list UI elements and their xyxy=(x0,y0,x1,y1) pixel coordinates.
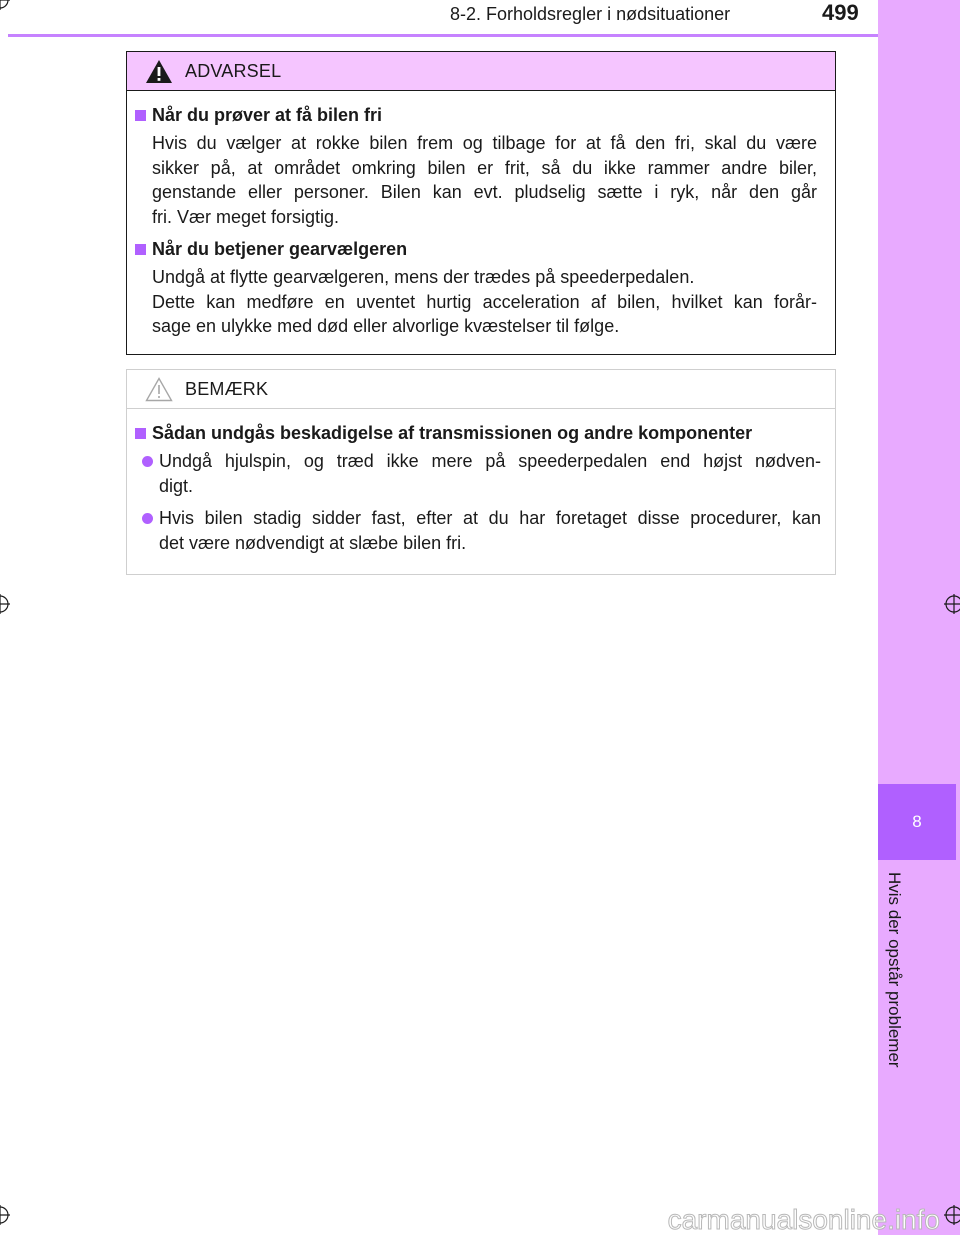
section-heading-text: Når du betjener gearvælgeren xyxy=(152,239,408,259)
text-line: Undgå hjulspin, og træd ikke mere på speederpedalen end højst nødven- xyxy=(159,451,821,471)
text-line: Dette kan medføre en uventet hurtig acceleration af bilen, hvilket kan forår- xyxy=(152,291,817,312)
chapter-title-vertical xyxy=(878,872,910,1102)
crop-mark-icon xyxy=(0,1205,10,1225)
list-item xyxy=(142,449,821,498)
warning-section-heading xyxy=(135,105,821,126)
notice-title: BEMÆRK xyxy=(185,378,269,399)
notice-header xyxy=(127,370,835,409)
chapter-number: 8 xyxy=(912,812,922,831)
warning-paragraph xyxy=(152,265,817,339)
circle-bullet-icon xyxy=(142,456,153,467)
warning-title: ADVARSEL xyxy=(185,60,282,81)
warning-box xyxy=(126,51,836,355)
square-bullet-icon xyxy=(135,110,146,121)
section-title: 8-2. Forholdsregler i nødsituationer xyxy=(450,4,731,24)
page-number: 499 xyxy=(822,0,859,25)
text-line: genstande eller personer. Bilen kan evt. pludselig sætte i ryk, når den går xyxy=(152,182,817,202)
chapter-number-tab xyxy=(878,784,956,860)
list-item-text xyxy=(159,449,821,498)
crop-mark-icon xyxy=(0,594,10,614)
text-line: det være nødvendigt at slæbe bilen fri. xyxy=(159,532,467,553)
warning-triangle-icon xyxy=(145,59,173,84)
text-line: fri. Vær meget forsigtig. xyxy=(152,206,340,227)
square-bullet-icon xyxy=(135,244,146,255)
crop-mark-icon xyxy=(0,0,10,10)
chapter-title: Hvis der opstår problemer xyxy=(885,872,904,1068)
warning-paragraph xyxy=(152,131,817,229)
text-line: sikker på, at området omkring bilen er frit, så du ikke rammer andre biler, xyxy=(152,157,817,178)
header-divider xyxy=(8,34,878,37)
notice-body xyxy=(127,409,835,555)
text-line: Hvis du vælger at rokke bilen frem og tilbage for at få den fri, skal du være xyxy=(152,133,817,153)
circle-bullet-icon xyxy=(142,513,153,524)
notice-triangle-icon xyxy=(145,377,173,402)
warning-section-heading xyxy=(135,239,821,260)
watermark xyxy=(548,1200,948,1240)
warning-header xyxy=(127,52,835,91)
section-heading-text: Sådan undgås beskadigelse af transmissionen og andre komponenter xyxy=(152,423,753,443)
notice-box xyxy=(126,369,836,575)
text-line: Hvis bilen stadig sidder fast, efter at du har foretaget disse procedurer, kan xyxy=(159,508,821,528)
section-heading-text: Når du prøver at få bilen fri xyxy=(152,105,383,125)
text-line: Undgå at flytte gearvælgeren, mens der trædes på speederpedalen. xyxy=(152,267,695,287)
text-line: digt. xyxy=(159,475,194,496)
text-line: sage en ulykke med død eller alvorlige kvæstelser til følge. xyxy=(152,316,620,336)
notice-section-heading xyxy=(135,423,821,444)
crop-mark-icon xyxy=(944,594,960,614)
watermark-text: carmanualsonline.info xyxy=(667,1204,940,1235)
list-item-text xyxy=(159,506,821,555)
list-item xyxy=(142,506,821,555)
warning-body xyxy=(127,91,835,339)
square-bullet-icon xyxy=(135,428,146,439)
